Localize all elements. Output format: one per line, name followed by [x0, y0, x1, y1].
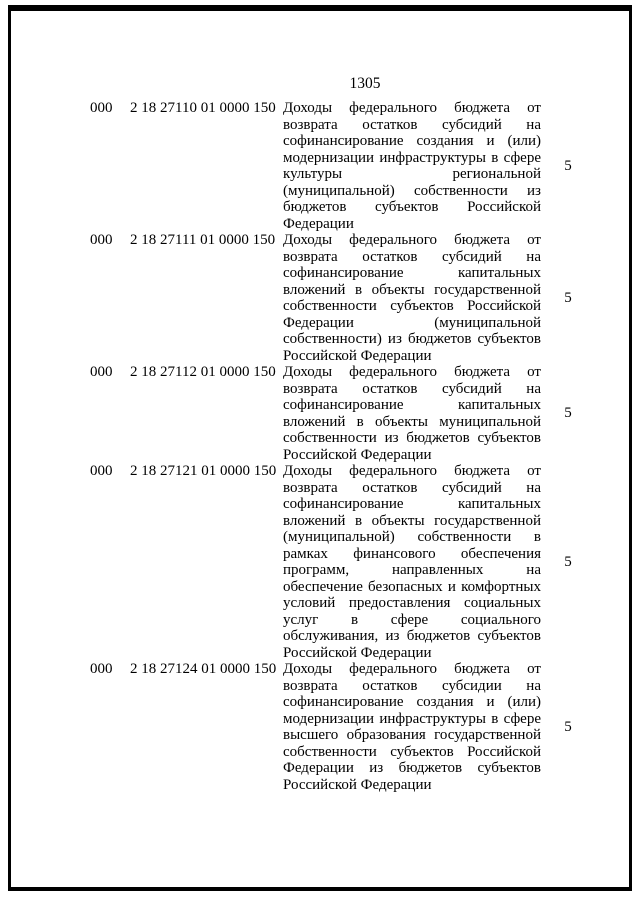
table-row — [90, 661, 595, 793]
table-row — [90, 364, 595, 463]
page-number: 1305 — [349, 75, 381, 92]
description-cell: Доходы федерального бюджета от возврата остатков субсидии на софинансирование создания и (или) модернизации инфраструктуры в сфере высшего образования государственной собственности субъектов Российской Федерации из бюджетов субъектов Российской Федерации — [283, 661, 541, 793]
description-cell: Доходы федерального бюджета от возврата остатков субсидий на софинансирование капитальных вложений в объекты государственной (муниципальной) собственности в рамках финансового обеспечения программ, направленных на обеспечение безопасных и комфортных условий предоставления социальных услуг в сфере социального обслуживания, из бюджетов субъектов Российской Федерации — [283, 463, 541, 661]
budget-code-cell: 2 18 27121 01 0000 150 — [130, 463, 277, 479]
table-row — [90, 463, 595, 661]
table-row — [90, 232, 595, 364]
note-cell: 5 — [564, 157, 572, 174]
admin-code-cell: 000 — [90, 661, 113, 677]
admin-code-cell: 000 — [90, 100, 113, 116]
description-cell: Доходы федерального бюджета от возврата остатков субсидий на софинансирование капитальных вложений в объекты муниципальной собственности из бюджетов субъектов Российской Федерации — [283, 364, 541, 463]
budget-code-cell: 2 18 27112 01 0000 150 — [130, 364, 276, 380]
note-cell: 5 — [564, 718, 572, 735]
budget-code-cell: 2 18 27110 01 0000 150 — [130, 100, 276, 116]
description-cell: Доходы федерального бюджета от возврата остатков субсидий на софинансирование капитальных вложений в объекты государственной собственности субъектов Российской Федерации (муниципальной собственности) из бюджетов субъектов Российской Федерации — [283, 232, 541, 364]
note-cell: 5 — [564, 405, 572, 422]
budget-code-cell: 2 18 27124 01 0000 150 — [130, 661, 277, 677]
note-cell: 5 — [564, 553, 572, 570]
description-cell: Доходы федерального бюджета от возврата остатков субсидий на софинансирование создания и (или) модернизации инфраструктуры в сфере культуры региональной (муниципальной) собственности из бюджетов субъектов Российской Федерации — [283, 100, 541, 232]
admin-code-cell: 000 — [90, 364, 113, 380]
admin-code-cell: 000 — [90, 463, 113, 479]
budget-code-table — [90, 100, 595, 793]
admin-code-cell: 000 — [90, 232, 113, 248]
table-row — [90, 100, 595, 232]
note-cell: 5 — [564, 289, 572, 306]
budget-code-cell: 2 18 27111 01 0000 150 — [130, 232, 276, 248]
